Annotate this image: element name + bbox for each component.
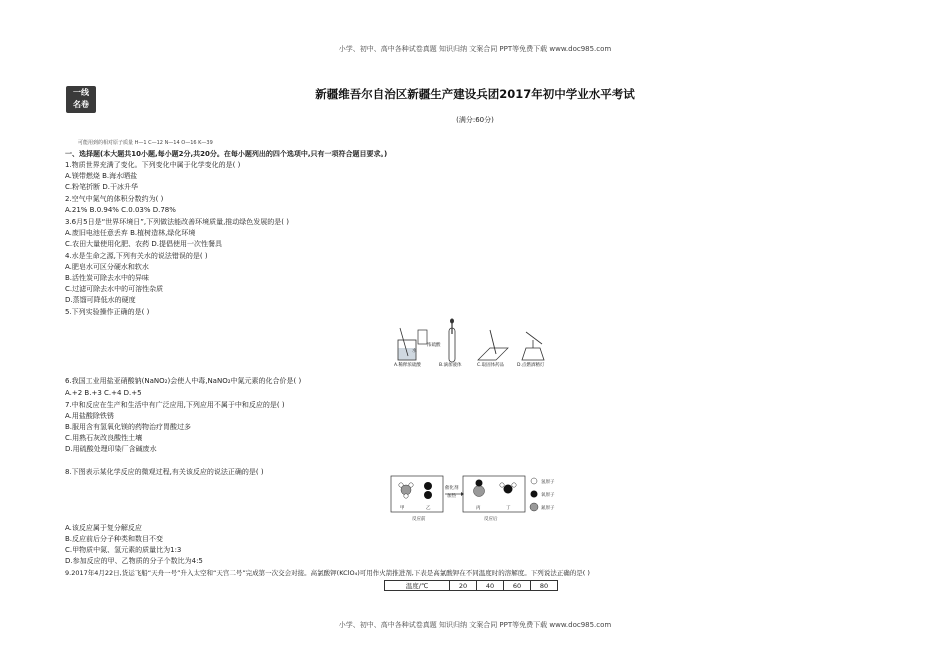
q7-stem: 7.中和反应在生产和生活中有广泛应用,下列应用不属于中和反应的是( ) <box>65 401 285 409</box>
q8-label-yi: 乙 <box>426 506 431 511</box>
q3-stem: 3.6月5日是“世界环境日”,下列做法能改善环境质量,推动绿色发展的是( ) <box>65 218 289 226</box>
q3-options-cd: C.农田大量使用化肥、农药 D.提倡使用一次性餐具 <box>65 240 222 248</box>
q5-fig-label-d: D.点燃酒精灯 <box>517 363 545 368</box>
q8-label-bing: 丙 <box>476 506 481 511</box>
q6-options: A.+2 B.+3 C.+4 D.+5 <box>65 389 142 397</box>
q5-inner-label-acid: 浓硫酸 <box>427 343 441 348</box>
q8-option-c: C.甲物质中氮、氢元素的质量比为1:3 <box>65 546 182 554</box>
q8-option-a: A.该反应属于复分解反应 <box>65 524 142 532</box>
exam-subtitle: (满分:60分) <box>456 116 494 124</box>
products-box <box>463 476 525 512</box>
header-watermark: 小学、初中、高中各种试卷真题 知识归纳 文案合同 PPT等免费下载 www.doc985.com <box>338 45 612 53</box>
reactants-box <box>391 476 443 512</box>
q1-stem: 1.物质世界充满了变化。下列变化中属于化学变化的是( ) <box>65 161 241 169</box>
q5-inner-label-water: 水 <box>412 349 417 354</box>
q8-option-b: B.反应前后分子种类和数目不变 <box>65 535 164 543</box>
logo-line2: 名卷 <box>73 100 89 109</box>
q8-legend-oxygen: 氧原子 <box>541 493 555 498</box>
alcohol-lamp-diagram <box>522 332 544 360</box>
q8-legend-nitrogen: 氮原子 <box>541 506 555 511</box>
q7-option-d: D.用硫酸处理印染厂含碱废水 <box>65 445 157 453</box>
q8-condition-catalyst: 催化剂 <box>445 486 459 491</box>
q7-option-c: C.用熟石灰改良酸性土壤 <box>65 434 143 442</box>
table-row <box>385 581 558 591</box>
q8-condition-heat: 加热 <box>447 494 456 499</box>
q4-option-d: D.蒸馏可降低水的硬度 <box>65 296 136 304</box>
section-1-heading: 一、选择题(本大题共10小题,每小题2分,共20分。在每小题列出的四个选项中,只有一项符合题目要求。) <box>65 150 388 158</box>
q4-option-c: C.过滤可除去水中的可溶性杂质 <box>65 285 164 293</box>
q2-options: A.21% B.0.94% C.0.03% D.78% <box>65 206 176 214</box>
q8-label-ding: 丁 <box>506 506 511 511</box>
q1-options-cd: C.粉笔折断 D.干冰升华 <box>65 183 138 191</box>
atomic-masses-note: 可能用到的相对原子质量 H—1 C—12 N—14 O—16 K—39 <box>78 140 213 146</box>
q8-label-before: 反应前 <box>412 517 426 522</box>
q8-option-d: D.参加反应的甲、乙物质的分子个数比为4:5 <box>65 557 203 565</box>
q8-stem: 8.下图表示某化学反应的微观过程,有关该反应的说法正确的是( ) <box>65 468 264 476</box>
q8-label-jia: 甲 <box>400 506 405 511</box>
q4-option-a: A.肥皂水可区分硬水和软水 <box>65 263 149 271</box>
q5-fig-label-a: A.稀释浓硫酸 <box>394 363 421 368</box>
q7-option-b: B.服用含有氢氧化镁的药物治疗胃酸过多 <box>65 423 192 431</box>
dropper-diagram <box>449 319 455 363</box>
q8-label-after: 反应后 <box>484 517 498 522</box>
q4-option-b: B.活性炭可除去水中的异味 <box>65 274 150 282</box>
table-cell: 80 <box>531 581 558 591</box>
logo-line1: 一线 <box>73 88 89 97</box>
solubility-table <box>384 580 558 591</box>
q1-options-ab: A.镁带燃烧 B.海水晒盐 <box>65 172 138 180</box>
q6-stem: 6.我国工业用盐亚硝酸钠(NaNO₂)会使人中毒,NaNO₂中氮元素的化合价是( ) <box>65 377 302 385</box>
table-cell: 60 <box>504 581 531 591</box>
table-cell: 40 <box>477 581 504 591</box>
footer-watermark: 小学、初中、高中各种试卷真题 知识归纳 文案合同 PPT等免费下载 www.doc985.com <box>338 621 612 629</box>
q9-stem: 9.2017年4月22日,货运飞船“天舟一号”升入太空和“天宫二号”完成第一次交会对接。高氯酸钾(KClO₄)可用作火箭推进剂,下表是高氯酸钾在不同温度时的溶解度。下列说法正确的是( ) <box>65 569 590 577</box>
q4-stem: 4.水是生命之源,下列有关水的说法错误的是( ) <box>65 252 208 260</box>
q3-options-ab: A.废旧电池任意丢弃 B.植树造林,绿化环境 <box>65 229 196 237</box>
q5-fig-label-c: C.取固体药品 <box>477 363 505 368</box>
table-cell: 20 <box>450 581 477 591</box>
spatula-diagram <box>478 330 508 360</box>
q8-legend-hydrogen: 氢原子 <box>541 480 555 485</box>
exam-title: 新疆维吾尔自治区新疆生产建设兵团2017年初中学业水平考试 <box>315 87 635 101</box>
beaker-diagram <box>398 328 427 360</box>
q5-stem: 5.下列实验操作正确的是( ) <box>65 308 150 316</box>
q5-fig-label-b: B.滴加液体 <box>439 363 462 368</box>
q7-option-a: A.用盐酸除铁锈 <box>65 412 114 420</box>
table-header-cell: 温度/℃ <box>385 581 450 591</box>
q2-stem: 2.空气中氮气的体积分数约为( ) <box>65 195 164 203</box>
